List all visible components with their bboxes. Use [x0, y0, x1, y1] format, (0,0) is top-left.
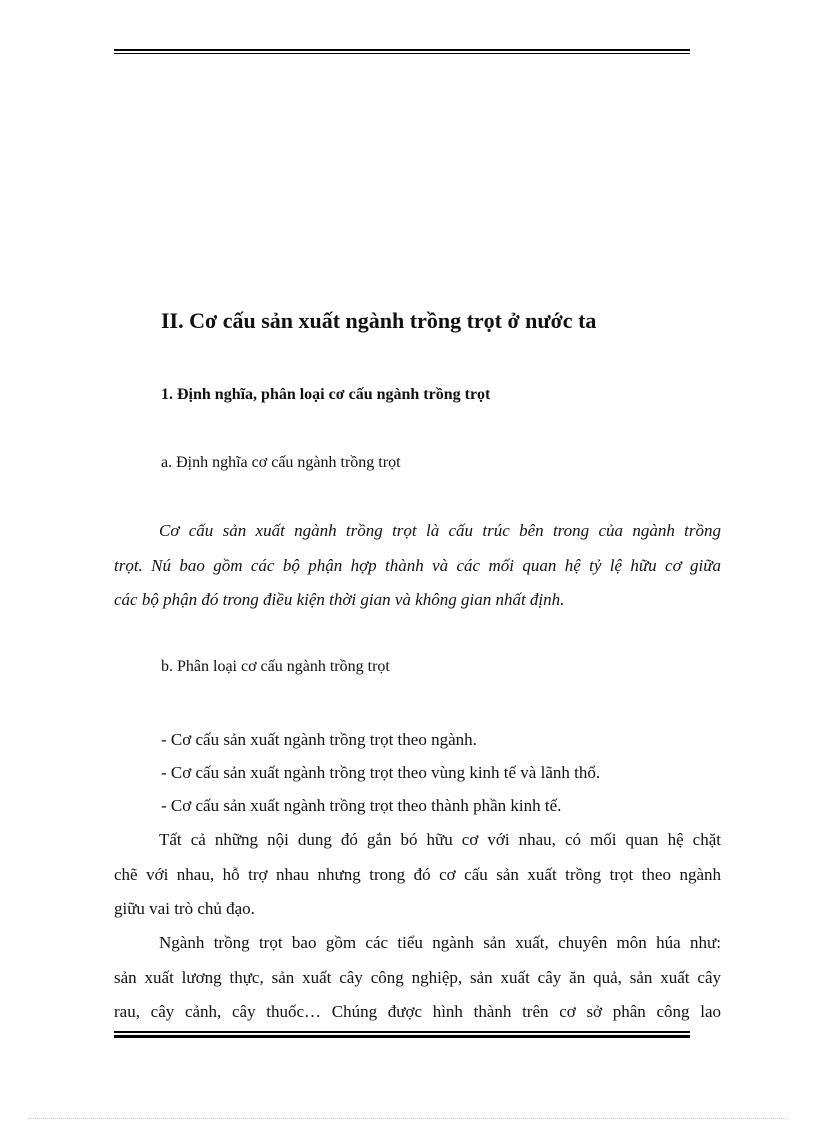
paragraph-line: chẽ với nhau, hỗ trợ nhau nhưng trong đó cơ cấu sản xuất trồng trọt theo ngành [114, 864, 721, 884]
paragraph-line: Tất cả những nội dung đó gắn bó hữu cơ với nhau, có mối quan hệ chặt [159, 830, 721, 849]
page-bottom-edge [28, 1118, 788, 1119]
subsection-a-title: a. Định nghĩa cơ cấu ngành trồng trọt [161, 454, 401, 471]
paragraph-relations [114, 823, 721, 927]
paragraph-subsectors [114, 926, 721, 1030]
definition-line: các bộ phận đó trong điều kiện thời gian và không gian nhất định. [114, 590, 565, 609]
paragraph-line: sản xuất lương thực, sản xuất cây công nghiệp, sản xuất cây ăn quả, sản xuất cây [114, 967, 721, 987]
definition-line: Cơ cấu sản xuất ngành trồng trọt là cấu trúc bên trong của ngành trồng [159, 521, 721, 540]
paragraph-line: rau, cây cảnh, cây thuốc… Chúng được hình thành trên cơ sở phân công lao [114, 1002, 721, 1021]
definition-line: trọt. Nú bao gồm các bộ phận hợp thành và các mối quan hệ tỷ lệ hữu cơ giữa [114, 555, 721, 575]
list-item: - Cơ cấu sản xuất ngành trồng trọt theo ngành. [161, 730, 477, 749]
paragraph-line: giữu vai trò chủ đạo. [114, 899, 255, 918]
list-item: - Cơ cấu sản xuất ngành trồng trọt theo thành phần kinh tế. [161, 796, 562, 815]
list-item: - Cơ cấu sản xuất ngành trồng trọt theo vùng kinh tế và lãnh thổ. [161, 763, 601, 782]
header-rule [114, 49, 690, 54]
footer-rule [114, 1031, 690, 1038]
section-1-title: 1. Định nghĩa, phân loại cơ cấu ngành trồng trọt [161, 386, 491, 403]
classification-list [161, 723, 600, 822]
subsection-b-title: b. Phân loại cơ cấu ngành trồng trọt [161, 658, 390, 675]
definition-paragraph [114, 514, 721, 618]
page-heading: II. Cơ cấu sản xuất ngành trồng trọt ở nước ta [161, 308, 597, 333]
paragraph-line: Ngành trồng trọt bao gồm các tiểu ngành sản xuất, chuyên môn húa như: [159, 933, 721, 952]
